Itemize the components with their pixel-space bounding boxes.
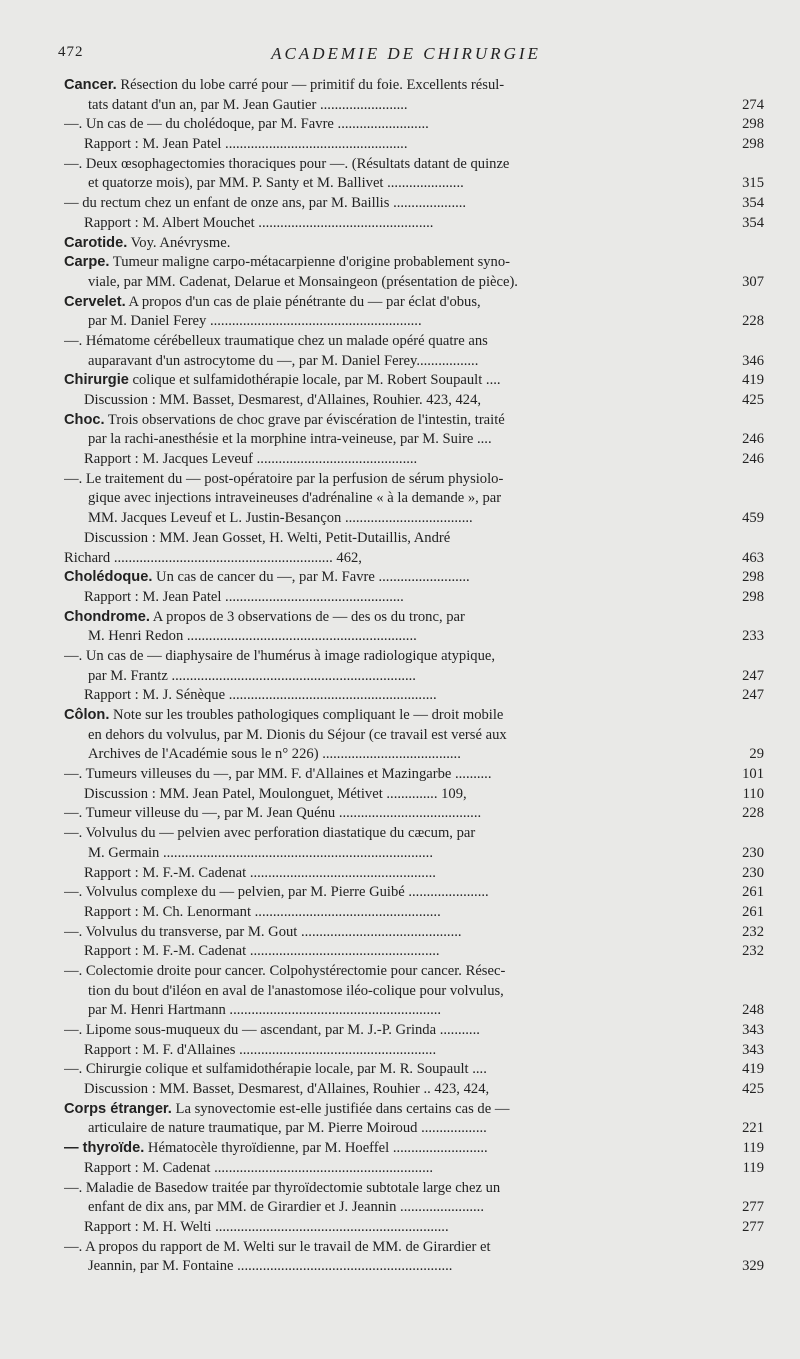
- index-line-text: [64, 1139, 726, 1159]
- index-line: [64, 1238, 764, 1258]
- index-entry-text: Voy. Anévrysme.: [127, 234, 231, 251]
- index-entry-text: Rapport : M. Jacques Leveuf ............................................: [84, 451, 418, 468]
- index-line-text: [64, 1021, 726, 1041]
- page-reference: 463: [742, 549, 764, 566]
- index-line: [64, 1080, 764, 1100]
- index-line-text: [64, 923, 726, 943]
- index-line: [64, 371, 764, 391]
- index-line: [64, 844, 764, 864]
- index-entry-text: — du rectum chez un enfant de onze ans, par M. Baillis ....................: [64, 195, 467, 212]
- page-reference: 246: [742, 451, 764, 468]
- index-entry-text: Richard ............................................................ 462,: [64, 549, 362, 566]
- page-reference: 230: [742, 864, 764, 881]
- index-entry-text: —. Volvulus complexe du — pelvien, par M. Pierre Guibé ......................: [64, 884, 489, 901]
- index-entry-text: Rapport : M. Jean Patel .................................................: [84, 588, 404, 605]
- index-entry-text: colique et sulfamidothérapie locale, par M. Robert Soupault ....: [128, 372, 501, 389]
- page-reference: 298: [742, 569, 764, 586]
- index-line-text: [64, 450, 726, 470]
- index-line-text: [64, 1060, 726, 1080]
- index-line-text: [64, 332, 726, 352]
- page-reference: 110: [742, 785, 764, 802]
- index-entry-text: articulaire de nature traumatique, par M. Pierre Moiroud ..................: [88, 1120, 487, 1137]
- index-entry-text: Rapport : M. Cadenat ............................................................: [84, 1159, 434, 1176]
- index-line: [64, 883, 764, 903]
- index-line-text: [64, 155, 726, 175]
- page-reference: [726, 155, 764, 175]
- index-entry-text: Archives de l'Académie sous le n° 226) ......................................: [88, 746, 461, 763]
- index-entry-text: Rapport : M. Jean Patel ..................................................: [84, 136, 408, 153]
- index-line: [64, 568, 764, 588]
- index-entry-text: Jeannin, par M. Fontaine ...........................................................: [88, 1258, 453, 1275]
- index-entry-text: —. Colectomie droite pour cancer. Colpohystérectomie pour cancer. Résec-: [64, 962, 506, 979]
- index-entry-text: —. Lipome sous-muqueux du — ascendant, par M. J.-P. Grinda ...........: [64, 1022, 480, 1038]
- index-line: [64, 942, 764, 962]
- index-entry-text: M. Henri Redon ...............................................................: [88, 628, 417, 645]
- page-reference: 230: [742, 844, 764, 861]
- index-line-text: [64, 76, 726, 96]
- page-reference: 343: [742, 1041, 764, 1058]
- page-reference: 277: [742, 1218, 764, 1235]
- running-title: ACADEMIE DE CHIRURGIE: [271, 44, 541, 63]
- page-reference: [726, 529, 764, 549]
- index-entries: [64, 76, 764, 1277]
- index-line-text: [64, 470, 726, 490]
- index-keyword: Côlon.: [64, 707, 110, 723]
- index-entry-text: viale, par MM. Cadenat, Delarue et Monsaingeon (présentation de pièce).: [88, 273, 518, 290]
- index-keyword: Cholédoque.: [64, 569, 153, 586]
- index-entry-text: A propos d'un cas de plaie pénétrante du — par éclat d'obus,: [125, 293, 481, 310]
- index-line-text: [64, 588, 726, 608]
- page-reference: 261: [742, 884, 764, 901]
- page-reference: 346: [742, 352, 764, 369]
- index-line-text: [64, 824, 726, 844]
- index-entry-text: Rapport : M. F.-M. Cadenat ...................................................: [84, 864, 436, 881]
- index-line-text: [64, 1218, 726, 1238]
- index-entry-text: par M. Frantz ...................................................................: [88, 667, 416, 684]
- index-keyword: — thyroïde.: [64, 1140, 145, 1157]
- index-line-text: [64, 982, 726, 1002]
- page-reference: 101: [742, 766, 764, 783]
- index-line: [64, 1218, 764, 1238]
- index-line: [64, 1100, 764, 1120]
- index-entry-text: MM. Jacques Leveuf et L. Justin-Besançon ...................................: [88, 510, 473, 527]
- page-reference: 228: [742, 313, 764, 330]
- index-entry-text: —. Le traitement du — post-opératoire par la perfusion de sérum physiolo-: [64, 470, 504, 487]
- index-line: [64, 391, 764, 411]
- index-line: [64, 706, 764, 726]
- index-line-text: [64, 804, 726, 824]
- index-line: [64, 1021, 764, 1041]
- page-reference: [726, 411, 764, 431]
- index-entry-text: Rapport : M. F. d'Allaines ......................................................: [84, 1041, 437, 1058]
- index-line: [64, 608, 764, 628]
- index-keyword: Corps étranger.: [64, 1100, 172, 1117]
- index-line-text: [64, 293, 726, 313]
- index-keyword: Cervelet.: [64, 293, 126, 310]
- index-entry-text: Discussion : MM. Jean Gosset, H. Welti, Petit-Dutaillis, André: [84, 529, 451, 546]
- page-reference: 419: [742, 1061, 764, 1078]
- index-keyword: Choc.: [64, 411, 105, 428]
- index-entry-text: tats datant d'un an, par M. Jean Gautier ........................: [88, 96, 408, 113]
- index-line-text: [64, 765, 726, 785]
- index-line: [64, 627, 764, 647]
- index-entry-text: Note sur les troubles pathologiques compliquant le — droit mobile: [109, 707, 504, 723]
- page-reference: 274: [742, 96, 764, 113]
- index-line-text: [64, 1080, 726, 1100]
- index-entry-text: Rapport : M. J. Sénèque .........................................................: [84, 687, 437, 704]
- page-reference: [726, 1100, 764, 1120]
- index-line: [64, 411, 764, 431]
- index-entry-text: —. Volvulus du — pelvien avec perforation diastatique du cæcum, par: [64, 825, 476, 842]
- page-reference: [726, 1238, 764, 1258]
- index-line: [64, 1198, 764, 1218]
- index-entry-text: Rapport : M. Ch. Lenormant ...................................................: [84, 903, 441, 920]
- page-reference: 329: [742, 1258, 764, 1275]
- index-line-text: [64, 1100, 726, 1120]
- page-reference: [726, 234, 764, 254]
- index-line: [64, 450, 764, 470]
- index-line: [64, 1119, 764, 1139]
- index-line: [64, 155, 764, 175]
- index-line-text: [64, 1159, 726, 1179]
- index-entry-text: —. Chirurgie colique et sulfamidothérapie locale, par M. R. Soupault ....: [64, 1061, 487, 1078]
- index-entry-text: auparavant d'un astrocytome du —, par M. Daniel Ferey.................: [88, 352, 479, 369]
- index-entry-text: —. Volvulus du transverse, par M. Gout ............................................: [64, 923, 462, 940]
- index-line: [64, 765, 764, 785]
- index-line: [64, 174, 764, 194]
- index-line: [64, 804, 764, 824]
- index-line-text: [64, 883, 726, 903]
- page-reference: [726, 608, 764, 628]
- index-line: [64, 1257, 764, 1277]
- page-reference: 233: [742, 628, 764, 645]
- page-reference: [726, 647, 764, 667]
- index-line-text: [64, 608, 726, 628]
- index-line: [64, 588, 764, 608]
- index-line-text: [64, 352, 726, 372]
- index-line: [64, 430, 764, 450]
- index-entry-text: Rapport : M. F.-M. Cadenat ....................................................: [84, 943, 440, 960]
- page-reference: [726, 982, 764, 1002]
- page-reference: 221: [742, 1120, 764, 1137]
- page-reference: 425: [742, 1081, 764, 1098]
- index-line: [64, 903, 764, 923]
- index-line-text: [64, 115, 726, 135]
- page-reference: 119: [742, 1140, 764, 1157]
- index-line-text: [64, 509, 726, 529]
- index-line-text: [64, 549, 726, 569]
- index-line-text: [64, 1257, 726, 1277]
- index-line: [64, 470, 764, 490]
- index-line: [64, 864, 764, 884]
- index-entry-text: en dehors du volvulus, par M. Dionis du Séjour (ce travail est versé aux: [88, 726, 507, 743]
- page-reference: 261: [742, 903, 764, 920]
- index-entry-text: —. Deux œsophagectomies thoraciques pour —. (Résultats datant de quinze: [64, 155, 510, 172]
- index-entry-text: —. Un cas de — diaphysaire de l'humérus à image radiologique atypique,: [64, 647, 495, 664]
- index-line: [64, 824, 764, 844]
- index-line: [64, 76, 764, 96]
- page-reference: 298: [742, 588, 764, 605]
- index-entry-text: —. Un cas de — du cholédoque, par M. Favre .........................: [64, 116, 429, 133]
- page-reference: [726, 824, 764, 844]
- index-entry-text: Discussion : MM. Basset, Desmarest, d'Allaines, Rouhier. 423, 424,: [84, 392, 482, 408]
- page-reference: 307: [742, 273, 764, 290]
- index-line: [64, 785, 764, 805]
- index-keyword: Carpe.: [64, 254, 110, 271]
- index-entry-text: Discussion : MM. Basset, Desmarest, d'Allaines, Rouhier .. 423, 424,: [84, 1081, 490, 1098]
- page-header: [52, 44, 760, 66]
- page-reference: [726, 706, 764, 726]
- index-line: [64, 962, 764, 982]
- index-line-text: [64, 903, 726, 923]
- page-reference: 298: [742, 116, 764, 133]
- index-entry-text: Résection du lobe carré pour — primitif du foie. Excellents résul-: [116, 77, 505, 93]
- page-reference: [726, 293, 764, 313]
- page-reference: [726, 962, 764, 982]
- index-line-text: [64, 1238, 726, 1258]
- page-reference: [726, 253, 764, 273]
- index-line-text: [64, 194, 726, 214]
- page-reference: 247: [742, 667, 764, 684]
- page-reference: 425: [742, 392, 764, 408]
- index-line-text: [64, 430, 726, 450]
- index-line-text: [64, 667, 726, 687]
- page-reference: 354: [742, 195, 764, 212]
- index-line-text: [64, 706, 726, 726]
- index-entry-text: enfant de dix ans, par MM. de Girardier et J. Jeannin .......................: [88, 1199, 484, 1216]
- index-line-text: [64, 942, 726, 962]
- page-reference: [726, 726, 764, 746]
- index-line-text: [64, 1198, 726, 1218]
- index-line: [64, 1139, 764, 1159]
- index-entry-text: gique avec injections intraveineuses d'adrénaline « à la demande », par: [88, 490, 502, 507]
- index-entry-text: Un cas de cancer du —, par M. Favre .........................: [152, 569, 470, 586]
- index-line-text: [64, 174, 726, 194]
- page-reference: 343: [742, 1022, 764, 1038]
- index-line: [64, 745, 764, 765]
- page-reference: [726, 489, 764, 509]
- index-line-text: [64, 844, 726, 864]
- index-entry-text: Trois observations de choc grave par éviscération de l'intestin, traité: [104, 411, 505, 428]
- index-line-text: [64, 96, 726, 116]
- index-line: [64, 214, 764, 234]
- index-entry-text: par M. Daniel Ferey ..........................................................: [88, 313, 422, 330]
- page-reference: 459: [742, 510, 764, 527]
- page-reference: 298: [742, 136, 764, 153]
- index-keyword: Chirurgie: [64, 372, 129, 389]
- index-line: [64, 293, 764, 313]
- index-line-text: [64, 785, 726, 805]
- index-entry-text: Rapport : M. H. Welti ................................................................: [84, 1218, 449, 1235]
- index-line: [64, 1001, 764, 1021]
- page-reference: 232: [742, 943, 764, 960]
- page-reference: 315: [742, 175, 764, 192]
- index-line: [64, 1060, 764, 1080]
- index-line: [64, 96, 764, 116]
- index-entry-text: par la rachi-anesthésie et la morphine intra-veineuse, par M. Suire ....: [88, 431, 492, 448]
- index-line-text: [64, 234, 726, 254]
- index-line-text: [64, 1119, 726, 1139]
- index-entry-text: —. Hématome cérébelleux traumatique chez un malade opéré quatre ans: [64, 332, 488, 349]
- index-line: [64, 509, 764, 529]
- index-line-text: [64, 411, 726, 431]
- index-line: [64, 686, 764, 706]
- index-line-text: [64, 726, 726, 746]
- index-keyword: Carotide.: [64, 234, 128, 251]
- index-line: [64, 489, 764, 509]
- index-line: [64, 529, 764, 549]
- index-line-text: [64, 253, 726, 273]
- index-entry-text: —. Tumeur villeuse du —, par M. Jean Quénu .......................................: [64, 805, 482, 822]
- page-reference: 419: [742, 372, 764, 389]
- index-line-text: [64, 1041, 726, 1061]
- page-reference: 232: [742, 923, 764, 940]
- index-line: [64, 312, 764, 332]
- page-reference: 246: [742, 431, 764, 448]
- index-line-text: [64, 489, 726, 509]
- index-line-text: [64, 214, 726, 234]
- index-line-text: [64, 1179, 726, 1199]
- index-entry-text: par M. Henri Hartmann ..........................................................: [88, 1002, 442, 1019]
- index-line: [64, 115, 764, 135]
- page-reference: [726, 332, 764, 352]
- index-line-text: [64, 371, 726, 391]
- index-line: [64, 135, 764, 155]
- index-line-text: [64, 745, 726, 765]
- index-line: [64, 982, 764, 1002]
- page-reference: 29: [749, 746, 764, 763]
- index-entry-text: et quatorze mois), par MM. P. Santy et M. Ballivet .....................: [88, 175, 464, 192]
- index-line: [64, 332, 764, 352]
- page-reference: 248: [742, 1002, 764, 1019]
- index-entry-text: La synovectomie est-elle justifiée dans certains cas de —: [171, 1100, 510, 1117]
- page-reference: 228: [742, 805, 764, 822]
- index-line-text: [64, 312, 726, 332]
- index-line: [64, 253, 764, 273]
- index-entry-text: Discussion : MM. Jean Patel, Moulonguet, Métivet .............. 109,: [84, 785, 467, 802]
- index-line-text: [64, 568, 726, 588]
- index-line: [64, 549, 764, 569]
- index-entry-text: —. Maladie de Basedow traitée par thyroïdectomie subtotale large chez un: [64, 1179, 501, 1196]
- index-entry-text: Hématocèle thyroïdienne, par M. Hoeffel ..........................: [144, 1140, 488, 1157]
- index-entry-text: —. Tumeurs villeuses du —, par MM. F. d'Allaines et Mazingarbe ..........: [64, 766, 492, 783]
- index-line-text: [64, 647, 726, 667]
- index-line-text: [64, 627, 726, 647]
- index-line-text: [64, 686, 726, 706]
- page-reference: 119: [742, 1159, 764, 1176]
- page-reference: 277: [742, 1199, 764, 1216]
- index-line: [64, 726, 764, 746]
- index-line: [64, 194, 764, 214]
- index-entry-text: Rapport : M. Albert Mouchet ................................................: [84, 214, 434, 231]
- index-line: [64, 352, 764, 372]
- index-line-text: [64, 529, 726, 549]
- index-entry-text: —. A propos du rapport de M. Welti sur le travail de MM. de Girardier et: [64, 1238, 491, 1255]
- index-entry-text: M. Germain ..........................................................................: [88, 844, 433, 861]
- index-line-text: [64, 135, 726, 155]
- index-line: [64, 1159, 764, 1179]
- page-reference: 247: [742, 687, 764, 704]
- index-keyword: Chondrome.: [64, 608, 150, 625]
- index-line: [64, 273, 764, 293]
- index-keyword: Cancer.: [64, 77, 117, 93]
- page-reference: [726, 76, 764, 96]
- index-line: [64, 923, 764, 943]
- index-entry-text: A propos de 3 observations de — des os du tronc, par: [149, 608, 465, 625]
- index-entry-text: Tumeur maligne carpo-métacarpienne d'origine probablement syno-: [109, 254, 511, 271]
- index-line-text: [64, 391, 726, 411]
- page-number: 472: [58, 44, 84, 60]
- index-line: [64, 234, 764, 254]
- index-line: [64, 667, 764, 687]
- index-line: [64, 1179, 764, 1199]
- page-reference: 354: [742, 214, 764, 231]
- index-line: [64, 1041, 764, 1061]
- index-line-text: [64, 1001, 726, 1021]
- index-line-text: [64, 273, 726, 293]
- index-line-text: [64, 864, 726, 884]
- index-line-text: [64, 962, 726, 982]
- page-reference: [726, 1179, 764, 1199]
- page-reference: [726, 470, 764, 490]
- index-line: [64, 647, 764, 667]
- index-entry-text: tion du bout d'iléon en aval de l'anastomose iléo-colique pour volvulus,: [88, 982, 504, 999]
